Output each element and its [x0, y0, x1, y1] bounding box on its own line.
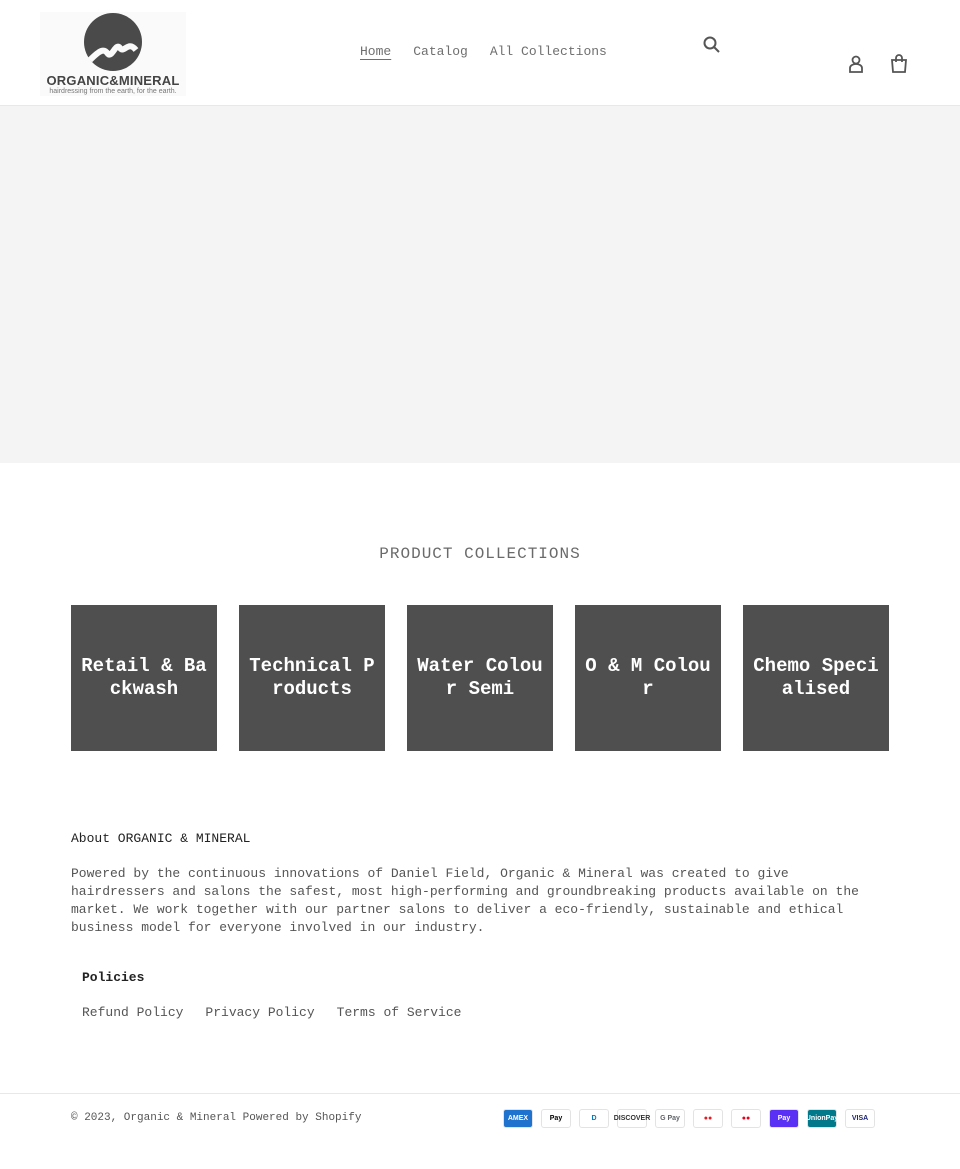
search-icon[interactable]	[703, 36, 721, 54]
cart-icon[interactable]	[890, 54, 908, 73]
unionpay-icon: UnionPay	[807, 1109, 837, 1128]
about-text: Powered by the continuous innovations of Daniel Field, Organic & Mineral was created to give hairdressers and salons the safest, most high-performing and groundbreaking products available on the market. We work together with our partner salons to deliver a eco-friendly, sustainable and ethical business model for everyone involved in our industry.	[71, 866, 859, 935]
collection-tile[interactable]: Retail & Backwash	[71, 605, 217, 751]
powered-by-link[interactable]: Powered by Shopify	[242, 1112, 362, 1124]
policy-links	[82, 1005, 461, 1020]
about-heading: About ORGANIC & MINERAL	[71, 831, 251, 846]
logo[interactable]	[40, 12, 186, 96]
refund-policy-link[interactable]: Refund Policy	[82, 1005, 184, 1020]
diners-icon: D	[579, 1109, 609, 1128]
logo-name: ORGANIC&MINERAL	[46, 73, 180, 88]
main-nav	[360, 44, 607, 59]
nav-all-collections[interactable]: All Collections	[489, 44, 607, 59]
collection-tile[interactable]: Water Colour Semi	[407, 605, 553, 751]
site-header	[0, 0, 960, 106]
nav-home[interactable]: Home	[360, 44, 392, 59]
privacy-policy-link[interactable]: Privacy Policy	[205, 1005, 315, 1020]
maestro-icon: ●●	[693, 1109, 723, 1128]
collection-tile[interactable]: O & M Colour	[575, 605, 721, 751]
nav-catalog[interactable]: Catalog	[413, 44, 468, 59]
payment-icons	[503, 1109, 875, 1128]
apple-pay-icon: Pay	[541, 1109, 571, 1128]
mastercard-icon: ●●	[731, 1109, 761, 1128]
amex-icon: AMEX	[503, 1109, 533, 1128]
terms-link[interactable]: Terms of Service	[336, 1005, 462, 1020]
footer-divider	[0, 1093, 960, 1094]
copyright-text[interactable]: © 2023, Organic & Mineral	[71, 1112, 237, 1124]
logo-tagline: hairdressing from the earth, for the earth.	[49, 88, 177, 95]
hero-banner	[0, 106, 960, 463]
visa-icon: VISA	[845, 1109, 875, 1128]
account-icon[interactable]	[848, 55, 864, 73]
discover-icon: DISCOVER	[617, 1109, 647, 1128]
collections-title: PRODUCT COLLECTIONS	[379, 545, 581, 563]
collection-tile[interactable]: Technical Products	[239, 605, 385, 751]
shop-pay-icon: Pay	[769, 1109, 799, 1128]
google-pay-icon: G Pay	[655, 1109, 685, 1128]
copyright	[71, 1112, 361, 1124]
policies-heading: Policies	[82, 970, 145, 985]
collection-tile[interactable]: Chemo Specialised	[743, 605, 889, 751]
collection-grid	[71, 605, 960, 751]
logo-mark-icon	[82, 12, 144, 72]
